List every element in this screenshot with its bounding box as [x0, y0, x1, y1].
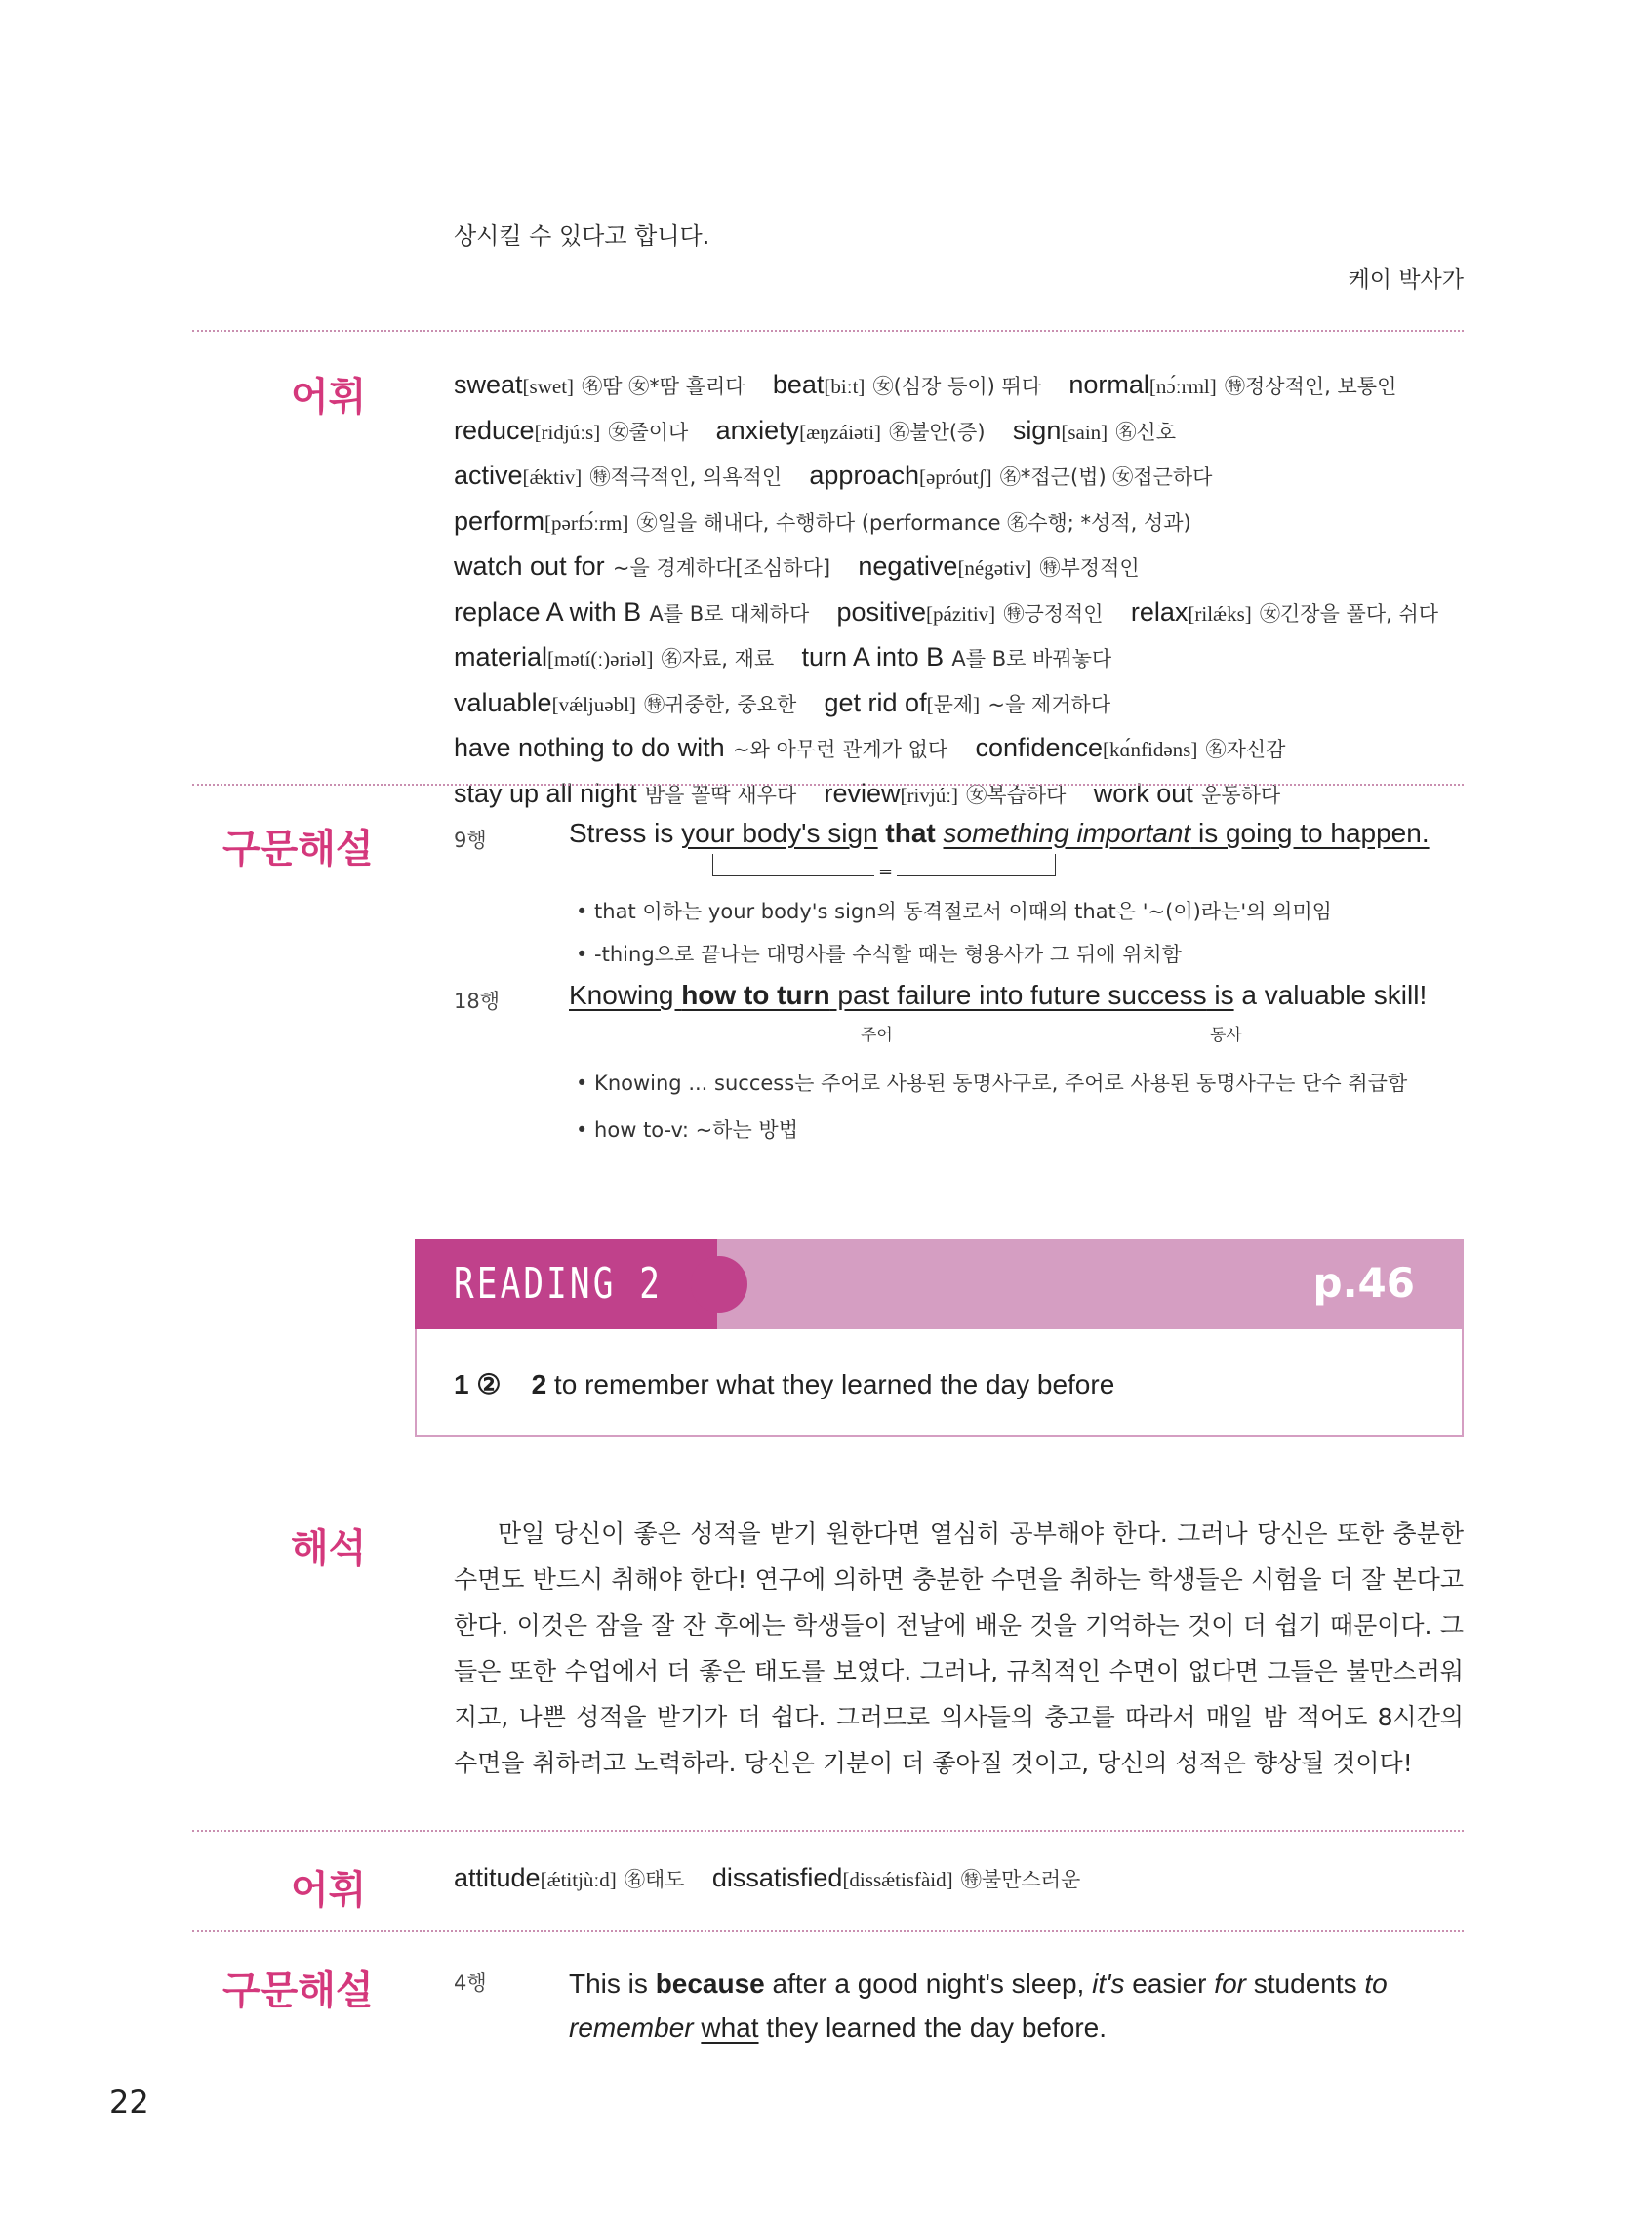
puzzle-knob-shape [691, 1256, 747, 1313]
vocab-word: active [454, 461, 523, 490]
vocab-item [454, 734, 947, 763]
vocab-phonetic: [ridjúːs] [534, 420, 601, 444]
sentence-underlined: what [701, 2012, 759, 2043]
vocab-word: sweat [454, 370, 523, 399]
page-number: 22 [109, 2084, 149, 2121]
sentence-part: after a good night's sleep, [764, 1968, 1093, 1999]
line-number: 18행 [454, 990, 501, 1013]
line-number: 4행 [454, 1971, 487, 1995]
sentence-italic: remember [569, 2012, 694, 2043]
syntax-sentence-3 [569, 1962, 1467, 2049]
vocab-meaning: ㊕불만스러운 [960, 1868, 1081, 1891]
vocab-item [1068, 371, 1396, 400]
syntax-sentence-1 [569, 818, 1430, 849]
sentence-part: students [1245, 1968, 1365, 1999]
vocab-phonetic: [kɑ́nfidəns] [1103, 738, 1198, 761]
vocab-item [454, 417, 688, 446]
vocab-list [454, 1856, 1469, 1902]
vocab-meaning: ㊛복습하다 [966, 783, 1067, 807]
vocab-word: sign [1012, 415, 1062, 445]
sentence-italic: it's [1092, 1968, 1125, 1999]
vocab-item [858, 552, 1139, 582]
syntax-heading: 구문해설 [222, 1968, 374, 2013]
vocab-meaning: ㊔신호 [1115, 420, 1177, 444]
vocab-phonetic: [ǽtitjùːd] [540, 1868, 617, 1891]
equals-sign: = [874, 862, 897, 882]
reading-page-ref: p.46 [1312, 1259, 1415, 1307]
sentence-part: a valuable skill! [1233, 980, 1428, 1010]
vocab-item [454, 507, 1191, 537]
sentence-bold: that [877, 818, 944, 848]
vocab-word: attitude [454, 1863, 541, 1892]
vocab-meaning: ~와 아무런 관계가 없다 [732, 738, 948, 761]
source-attribution: 케이 박사가 [1348, 267, 1464, 293]
vocab-word: review [824, 778, 901, 808]
vocab-meaning: 밤을 꼴딱 새우다 [644, 783, 797, 807]
vocab-meaning: ㊕부정적인 [1039, 556, 1140, 580]
vocab-meaning: ㊛긴장을 풀다, 쉬다 [1260, 601, 1439, 626]
vocab-word: turn A into B [801, 642, 945, 671]
sentence-underlined: your body's sign [681, 818, 878, 848]
vocab-phonetic: [négətiv] [957, 556, 1032, 580]
vocab-phonetic: [rivjúː] [900, 783, 959, 807]
vocab-meaning: ㊔*접근(법) ㊛접근하다 [999, 466, 1213, 489]
vocab-word: approach [809, 461, 919, 490]
vocab-word: normal [1068, 370, 1149, 399]
vocab-word: positive [836, 596, 927, 627]
vocab-item [454, 689, 796, 718]
vocab-item [1013, 417, 1176, 446]
vocab-meaning: ㊛(심장 등이) 뛰다 [872, 375, 1042, 398]
vocab-item [712, 1864, 1080, 1893]
syntax-note: • that 이하는 your body's sign의 동격절로서 이때의 that은 '~(이)라는'의 의미임 [576, 900, 1332, 923]
vocab-word: watch out for [454, 551, 605, 581]
vocab-item [802, 643, 1112, 672]
vocab-item [837, 598, 1104, 628]
translation-heading: 해석 [291, 1526, 367, 1571]
vocab-meaning: ㊔불안(증) [889, 420, 986, 444]
syntax-note: • Knowing ... success는 주어로 사용된 동명사구로, 주어로 사용된 동명사구는 단수 취급함 [576, 1072, 1408, 1095]
vocab-word: anxiety [715, 415, 800, 445]
vocab-phonetic: [nɔ́ːrml] [1148, 375, 1217, 398]
vocab-word: get rid of [824, 687, 927, 717]
sentence-part: easier [1124, 1968, 1215, 1999]
sentence-bold: how to turn [681, 980, 830, 1010]
divider [192, 1930, 1464, 1932]
sentence-part: is going to happen. [1190, 818, 1430, 848]
vocab-phonetic: [pərfɔ́ːrm] [544, 510, 629, 535]
vocab-meaning: ㊕귀중한, 중요한 [644, 692, 797, 716]
vocab-item [716, 417, 986, 446]
sentence-verb: is [1206, 980, 1234, 1010]
sentence-part: This is [569, 1968, 656, 1999]
vocab-item [454, 552, 830, 582]
syntax-heading: 구문해설 [222, 827, 374, 871]
vocab-word: dissatisfied [711, 1863, 843, 1892]
vocab-item [1131, 598, 1438, 628]
sentence-italic: for [1214, 1968, 1246, 1999]
vocab-meaning: ~을 경계하다[조심하다] [612, 556, 831, 580]
line-number: 9행 [454, 829, 487, 852]
vocab-word: confidence [975, 733, 1104, 762]
reading-title: READING 2 [454, 1259, 664, 1309]
vocab-phonetic: [æŋzáiəti] [799, 420, 882, 444]
syntax-note: • how to-v: ~하는 방법 [576, 1118, 799, 1142]
verb-label: 동사 [1210, 1026, 1242, 1045]
vocab-word: valuable [454, 687, 552, 717]
vocab-meaning: ㊔땀 ㊛*땀 흘리다 [582, 375, 745, 398]
vocab-meaning: ~을 제거하다 [987, 692, 1111, 716]
syntax-note: • -thing으로 끝나는 대명사를 수식할 때는 형용사가 그 뒤에 위치함 [576, 943, 1182, 966]
sentence-bold: because [655, 1968, 765, 1999]
vocab-meaning: ㊛일을 해내다, 수행하다 (performance ㊔수행; *성적, 성과) [636, 510, 1191, 535]
vocab-item [825, 689, 1111, 718]
vocab-item [454, 1864, 685, 1893]
vocab-heading: 어휘 [291, 1868, 367, 1913]
vocab-word: replace A with B [454, 596, 642, 627]
vocab-meaning: A를 B로 바꿔놓다 [951, 647, 1112, 670]
subject-label: 주어 [861, 1026, 893, 1045]
sentence-italic: to [1364, 1968, 1388, 1999]
vocab-item [454, 371, 745, 400]
vocab-word: have nothing to do with [454, 733, 725, 762]
vocab-phonetic: [mətí(ː)əriəl] [547, 647, 654, 670]
vocab-item [454, 598, 809, 628]
vocab-word: negative [858, 551, 958, 581]
vocab-item [454, 462, 782, 491]
vocab-phonetic: [pázitiv] [926, 601, 996, 626]
vocab-phonetic: [biːt] [824, 375, 866, 398]
answer-1: 1 ② [454, 1369, 502, 1399]
vocab-word: relax [1130, 596, 1189, 627]
vocab-meaning: ㊔자료, 재료 [661, 647, 775, 670]
vocab-word: stay up all night [454, 778, 637, 808]
vocab-heading: 어휘 [291, 375, 367, 420]
vocab-item [454, 643, 774, 672]
vocab-list [454, 363, 1469, 817]
vocab-phonetic: [dissǽtisfàid] [842, 1868, 953, 1891]
intro-line: 상시킬 수 있다고 합니다. [454, 223, 710, 250]
sentence-part: Stress is [569, 818, 682, 848]
divider [192, 784, 1464, 786]
vocab-phonetic: [swet] [522, 375, 575, 398]
vocab-item [975, 734, 1285, 763]
divider [192, 1830, 1464, 1832]
sentence-part: Knowing [569, 980, 682, 1010]
vocab-meaning: ㊕적극적인, 의욕적인 [589, 466, 783, 489]
sentence-part: they learned the day before. [758, 2012, 1107, 2043]
sentence-italic: something important [943, 818, 1191, 848]
vocab-word: work out [1093, 778, 1193, 808]
vocab-phonetic: [rilǽks] [1188, 601, 1252, 626]
vocab-word: beat [772, 370, 825, 399]
divider [192, 330, 1464, 332]
vocab-meaning: ㊛줄이다 [608, 420, 689, 444]
vocab-phonetic: [문제] [926, 692, 981, 716]
vocab-meaning: ㊕긍정적인 [1003, 601, 1104, 626]
vocab-meaning: ㊔태도 [625, 1868, 685, 1891]
vocab-word: material [454, 642, 548, 671]
vocab-meaning: A를 B로 대체하다 [649, 601, 810, 626]
vocab-word: reduce [454, 415, 535, 445]
vocab-phonetic: [ǽktiv] [522, 466, 583, 489]
vocab-item [809, 462, 1212, 491]
vocab-meaning: ㊕정상적인, 보통인 [1225, 375, 1397, 398]
vocab-phonetic: [əpróutʃ] [918, 466, 992, 489]
syntax-sentence-2 [569, 980, 1427, 1011]
vocab-phonetic: [vǽljuəbl] [551, 692, 636, 716]
vocab-word: perform [454, 506, 545, 536]
vocab-meaning: 운동하다 [1201, 783, 1281, 807]
answer-text [454, 1368, 1114, 1400]
translation-paragraph: 만일 당신이 좋은 성적을 받기 원한다면 열심히 공부해야 한다. 그러나 당신은 또한 충분한 수면도 반드시 취해야 한다! 연구에 의하면 충분한 수면을 취하는 학생들은 시험을 더 잘 본다고 한다. 이것은 잠을 잘 잔 후에는 학생들이 전날에 배운 것을 기억하는 것이 더 쉽기 때문이다. 그들은 또한 수업에서 더 좋은 태도를 보였다. 그러나, 규칙적인 수면이 없다면 그들은 불만스러워지고, 나쁜 성적을 받기가 더 쉽다. 그러므로 의사들의 충고를 따라서 매일 밤 적어도 8시간의 수면을 취하려고 노력하라. 당신은 기분이 더 좋아질 것이고, 당신의 성적은 향상될 것이다! [454, 1520, 1464, 1777]
vocab-phonetic: [sain] [1061, 420, 1108, 444]
vocab-item [773, 371, 1041, 400]
answer-2: to remember what they learned the day before [546, 1369, 1115, 1399]
vocab-meaning: ㊔자신감 [1205, 738, 1286, 761]
answer-2-number: 2 [531, 1369, 547, 1399]
sentence-part: past failure into future success [829, 980, 1207, 1010]
